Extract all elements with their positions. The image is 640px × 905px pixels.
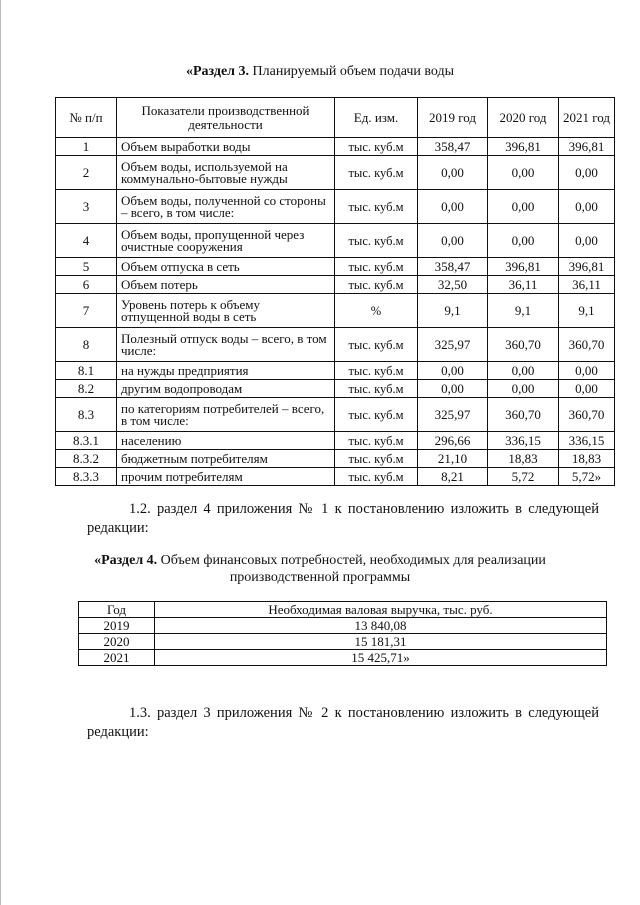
row-num: 4 [56, 224, 117, 258]
row-year: 2020 [79, 634, 155, 650]
row-value-2020: 0,00 [488, 380, 559, 398]
row-value-2020: 396,81 [488, 258, 559, 276]
row-num: 8 [56, 328, 117, 362]
row-value-2020: 396,81 [488, 138, 559, 156]
row-value-2020: 0,00 [488, 224, 559, 258]
row-value-2021: 360,70 [559, 328, 615, 362]
row-value-2021: 360,70 [559, 398, 615, 432]
row-indicator: на нужды предприятия [117, 362, 335, 380]
header-year: Год [79, 602, 155, 618]
section3-title [0, 63, 640, 80]
section4-title-text: Объем финансовых потребностей, необходимых для реализации [157, 553, 546, 568]
row-value-2020: 0,00 [488, 156, 559, 190]
row-unit: тыс. куб.м [335, 276, 418, 294]
header-2021: 2021 год [559, 98, 615, 138]
row-num: 8.3 [56, 398, 117, 432]
table-row [56, 258, 615, 276]
row-num: 8.1 [56, 362, 117, 380]
row-unit: тыс. куб.м [335, 190, 418, 224]
table-header-row [79, 602, 607, 618]
table-row [56, 380, 615, 398]
table-row [56, 398, 615, 432]
row-unit: тыс. куб.м [335, 468, 418, 486]
row-num: 7 [56, 294, 117, 328]
table-row [56, 190, 615, 224]
header-unit: Ед. изм. [335, 98, 418, 138]
row-num: 8.3.1 [56, 432, 117, 450]
row-num: 8.3.2 [56, 450, 117, 468]
row-value-2021: 0,00 [559, 190, 615, 224]
table-row [56, 328, 615, 362]
row-indicator: прочим потребителям [117, 468, 335, 486]
row-unit: тыс. куб.м [335, 156, 418, 190]
row-value-2020: 18,83 [488, 450, 559, 468]
row-unit: тыс. куб.м [335, 398, 418, 432]
row-value-2019: 358,47 [418, 258, 488, 276]
row-year: 2019 [79, 618, 155, 634]
paragraph-1-3: 1.3. раздел 3 приложения № 2 к постановлению изложить в следующей редакции: [87, 705, 599, 740]
row-value-2021: 336,15 [559, 432, 615, 450]
section3-title-bold: «Раздел 3. [185, 64, 250, 79]
row-value-2019: 0,00 [418, 156, 488, 190]
row-value-2020: 336,15 [488, 432, 559, 450]
paragraph-1-2: 1.2. раздел 4 приложения № 1 к постановлению изложить в следующей редакции: [87, 501, 599, 536]
row-value-2019: 9,1 [418, 294, 488, 328]
header-2019: 2019 год [418, 98, 488, 138]
header-revenue: Необходимая валовая выручка, тыс. руб. [155, 602, 607, 618]
section3-table [55, 97, 615, 486]
row-revenue: 15 181,31 [155, 634, 607, 650]
row-revenue: 15 425,71» [155, 650, 607, 666]
row-indicator: Объем воды, полученной со стороны – всего, в том числе: [117, 190, 335, 224]
table-row [79, 634, 607, 650]
row-num: 5 [56, 258, 117, 276]
row-unit: тыс. куб.м [335, 380, 418, 398]
row-num: 2 [56, 156, 117, 190]
row-value-2021: 0,00 [559, 380, 615, 398]
header-indicator: Показатели производственной деятельности [117, 98, 335, 138]
row-indicator: Объем потерь [117, 276, 335, 294]
row-year: 2021 [79, 650, 155, 666]
row-value-2019: 0,00 [418, 224, 488, 258]
table-row [56, 224, 615, 258]
row-unit: тыс. куб.м [335, 224, 418, 258]
table-row [56, 362, 615, 380]
row-value-2019: 32,50 [418, 276, 488, 294]
row-value-2021: 0,00 [559, 362, 615, 380]
row-value-2019: 325,97 [418, 328, 488, 362]
table-row [56, 450, 615, 468]
row-unit: тыс. куб.м [335, 328, 418, 362]
row-unit: тыс. куб.м [335, 138, 418, 156]
row-value-2020: 360,70 [488, 328, 559, 362]
row-value-2020: 9,1 [488, 294, 559, 328]
row-unit: тыс. куб.м [335, 362, 418, 380]
row-value-2020: 36,11 [488, 276, 559, 294]
row-value-2021: 5,72» [559, 468, 615, 486]
row-value-2020: 0,00 [488, 362, 559, 380]
table-row [56, 294, 615, 328]
row-indicator: Полезный отпуск воды – всего, в том числе: [117, 328, 335, 362]
row-value-2019: 358,47 [418, 138, 488, 156]
row-indicator: Объем воды, пропущенной через очистные сооружения [117, 224, 335, 258]
section3-title-text: Планируемый объем подачи воды [249, 64, 455, 79]
table-row [79, 650, 607, 666]
row-indicator: Объем выработки воды [117, 138, 335, 156]
row-indicator: бюджетным потребителям [117, 450, 335, 468]
row-value-2020: 0,00 [488, 190, 559, 224]
row-unit: тыс. куб.м [335, 432, 418, 450]
row-value-2021: 18,83 [559, 450, 615, 468]
row-value-2019: 0,00 [418, 362, 488, 380]
row-indicator: Объем отпуска в сеть [117, 258, 335, 276]
row-value-2021: 396,81 [559, 138, 615, 156]
row-value-2021: 0,00 [559, 156, 615, 190]
row-indicator: Уровень потерь к объему отпущенной воды в сеть [117, 294, 335, 328]
row-value-2019: 0,00 [418, 380, 488, 398]
row-value-2021: 36,11 [559, 276, 615, 294]
row-num: 3 [56, 190, 117, 224]
row-unit: тыс. куб.м [335, 258, 418, 276]
table-row [56, 138, 615, 156]
row-value-2019: 8,21 [418, 468, 488, 486]
header-2020: 2020 год [488, 98, 559, 138]
table-row [56, 276, 615, 294]
row-num: 8.2 [56, 380, 117, 398]
row-value-2019: 21,10 [418, 450, 488, 468]
header-num: № п/п [56, 98, 117, 138]
row-indicator: населению [117, 432, 335, 450]
row-value-2019: 296,66 [418, 432, 488, 450]
row-unit: % [335, 294, 418, 328]
section4-title-line2: производственной программы [229, 570, 411, 585]
table-row [56, 468, 615, 486]
table-row [79, 618, 607, 634]
row-num: 8.3.3 [56, 468, 117, 486]
row-revenue: 13 840,08 [155, 618, 607, 634]
table-row [56, 156, 615, 190]
row-value-2020: 360,70 [488, 398, 559, 432]
table-row [56, 432, 615, 450]
section4-title-bold: «Раздел 4. [94, 553, 158, 568]
page-edge [0, 0, 1, 905]
section4-table [78, 601, 607, 666]
row-value-2019: 325,97 [418, 398, 488, 432]
row-num: 6 [56, 276, 117, 294]
row-indicator: по категориям потребителей – всего, в том числе: [117, 398, 335, 432]
row-value-2019: 0,00 [418, 190, 488, 224]
row-indicator: другим водопроводам [117, 380, 335, 398]
row-value-2020: 5,72 [488, 468, 559, 486]
row-num: 1 [56, 138, 117, 156]
row-value-2021: 9,1 [559, 294, 615, 328]
table-header-row [56, 98, 615, 138]
row-indicator: Объем воды, используемой на коммунально-бытовые нужды [117, 156, 335, 190]
row-unit: тыс. куб.м [335, 450, 418, 468]
section4-title [0, 552, 640, 586]
row-value-2021: 396,81 [559, 258, 615, 276]
row-value-2021: 0,00 [559, 224, 615, 258]
